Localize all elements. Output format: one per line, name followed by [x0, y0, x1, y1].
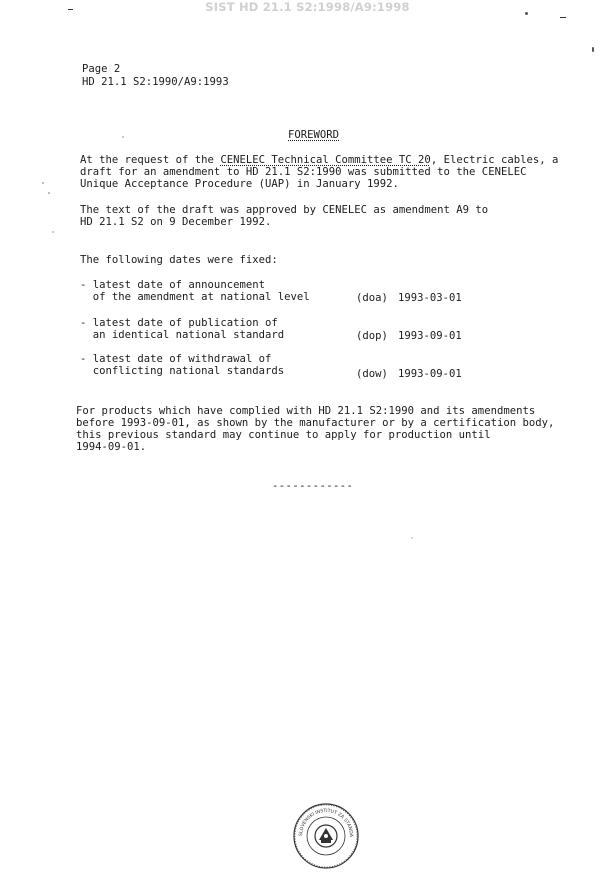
seal-text: SLOVENSKI INSTITUT ZA STANDA: [298, 808, 354, 838]
paragraph-3-line-4: 1994-09-01.: [76, 441, 147, 453]
date-value: 1993-09-01: [398, 368, 462, 380]
scan-mark: [48, 192, 50, 194]
document-id: HD 21.1 S2:1990/A9:1993: [82, 76, 229, 88]
date-item-label: of the amendment at national level: [80, 291, 310, 303]
paragraph-1-line-1: [80, 154, 558, 166]
scan-mark: [68, 9, 73, 10]
committee-name: CENELEC Technical Committee TC 20: [220, 154, 431, 166]
date-item-label: - latest date of announcement: [80, 279, 265, 291]
foreword-title: FOREWORD: [288, 129, 340, 141]
paragraph-2-line-2: HD 21.1 S2 on 9 December 1992.: [80, 216, 272, 228]
scan-mark: [560, 17, 566, 18]
page-number: Page 2: [82, 63, 121, 75]
scan-mark: [525, 12, 528, 15]
separator-line: ------------: [272, 480, 354, 492]
dates-intro: The following dates were fixed:: [80, 254, 278, 266]
date-item-label: - latest date of withdrawal of: [80, 353, 272, 365]
date-code: (dow): [356, 368, 388, 380]
institute-seal-icon: [292, 802, 360, 870]
scan-mark: [411, 537, 413, 539]
paragraph-2-line-1: The text of the draft was approved by CENELEC as amendment A9 to: [80, 204, 489, 216]
scan-mark: [52, 231, 54, 233]
date-code: (doa): [356, 292, 388, 304]
paragraph-3-line-3: this previous standard may continue to apply for production until: [76, 429, 491, 441]
text-segment: , Electric cables, a: [430, 154, 559, 166]
scan-mark: [42, 182, 44, 184]
watermark: SIST HD 21.1 S2:1998/A9:1998: [205, 0, 410, 14]
date-value: 1993-09-01: [398, 330, 462, 342]
date-code: (dop): [356, 330, 388, 342]
paragraph-1-line-2: draft for an amendment to HD 21.1 S2:1990 was submitted to the CENELEC: [80, 166, 527, 178]
scan-mark: [122, 136, 124, 138]
paragraph-3-line-2: before 1993-09-01, as shown by the manufacturer or by a certification body,: [76, 417, 555, 429]
text-segment: At the request of the: [80, 154, 221, 166]
paragraph-3-line-1: For products which have complied with HD 21.1 S2:1990 and its amendments: [76, 405, 536, 417]
date-item-label: an identical national standard: [80, 329, 285, 341]
date-item-label: conflicting national standards: [80, 365, 285, 377]
date-item-label: - latest date of publication of: [80, 317, 278, 329]
scan-mark: [592, 47, 594, 52]
paragraph-1-line-3: Unique Acceptance Procedure (UAP) in January 1992.: [80, 178, 399, 190]
date-value: 1993-03-01: [398, 292, 462, 304]
